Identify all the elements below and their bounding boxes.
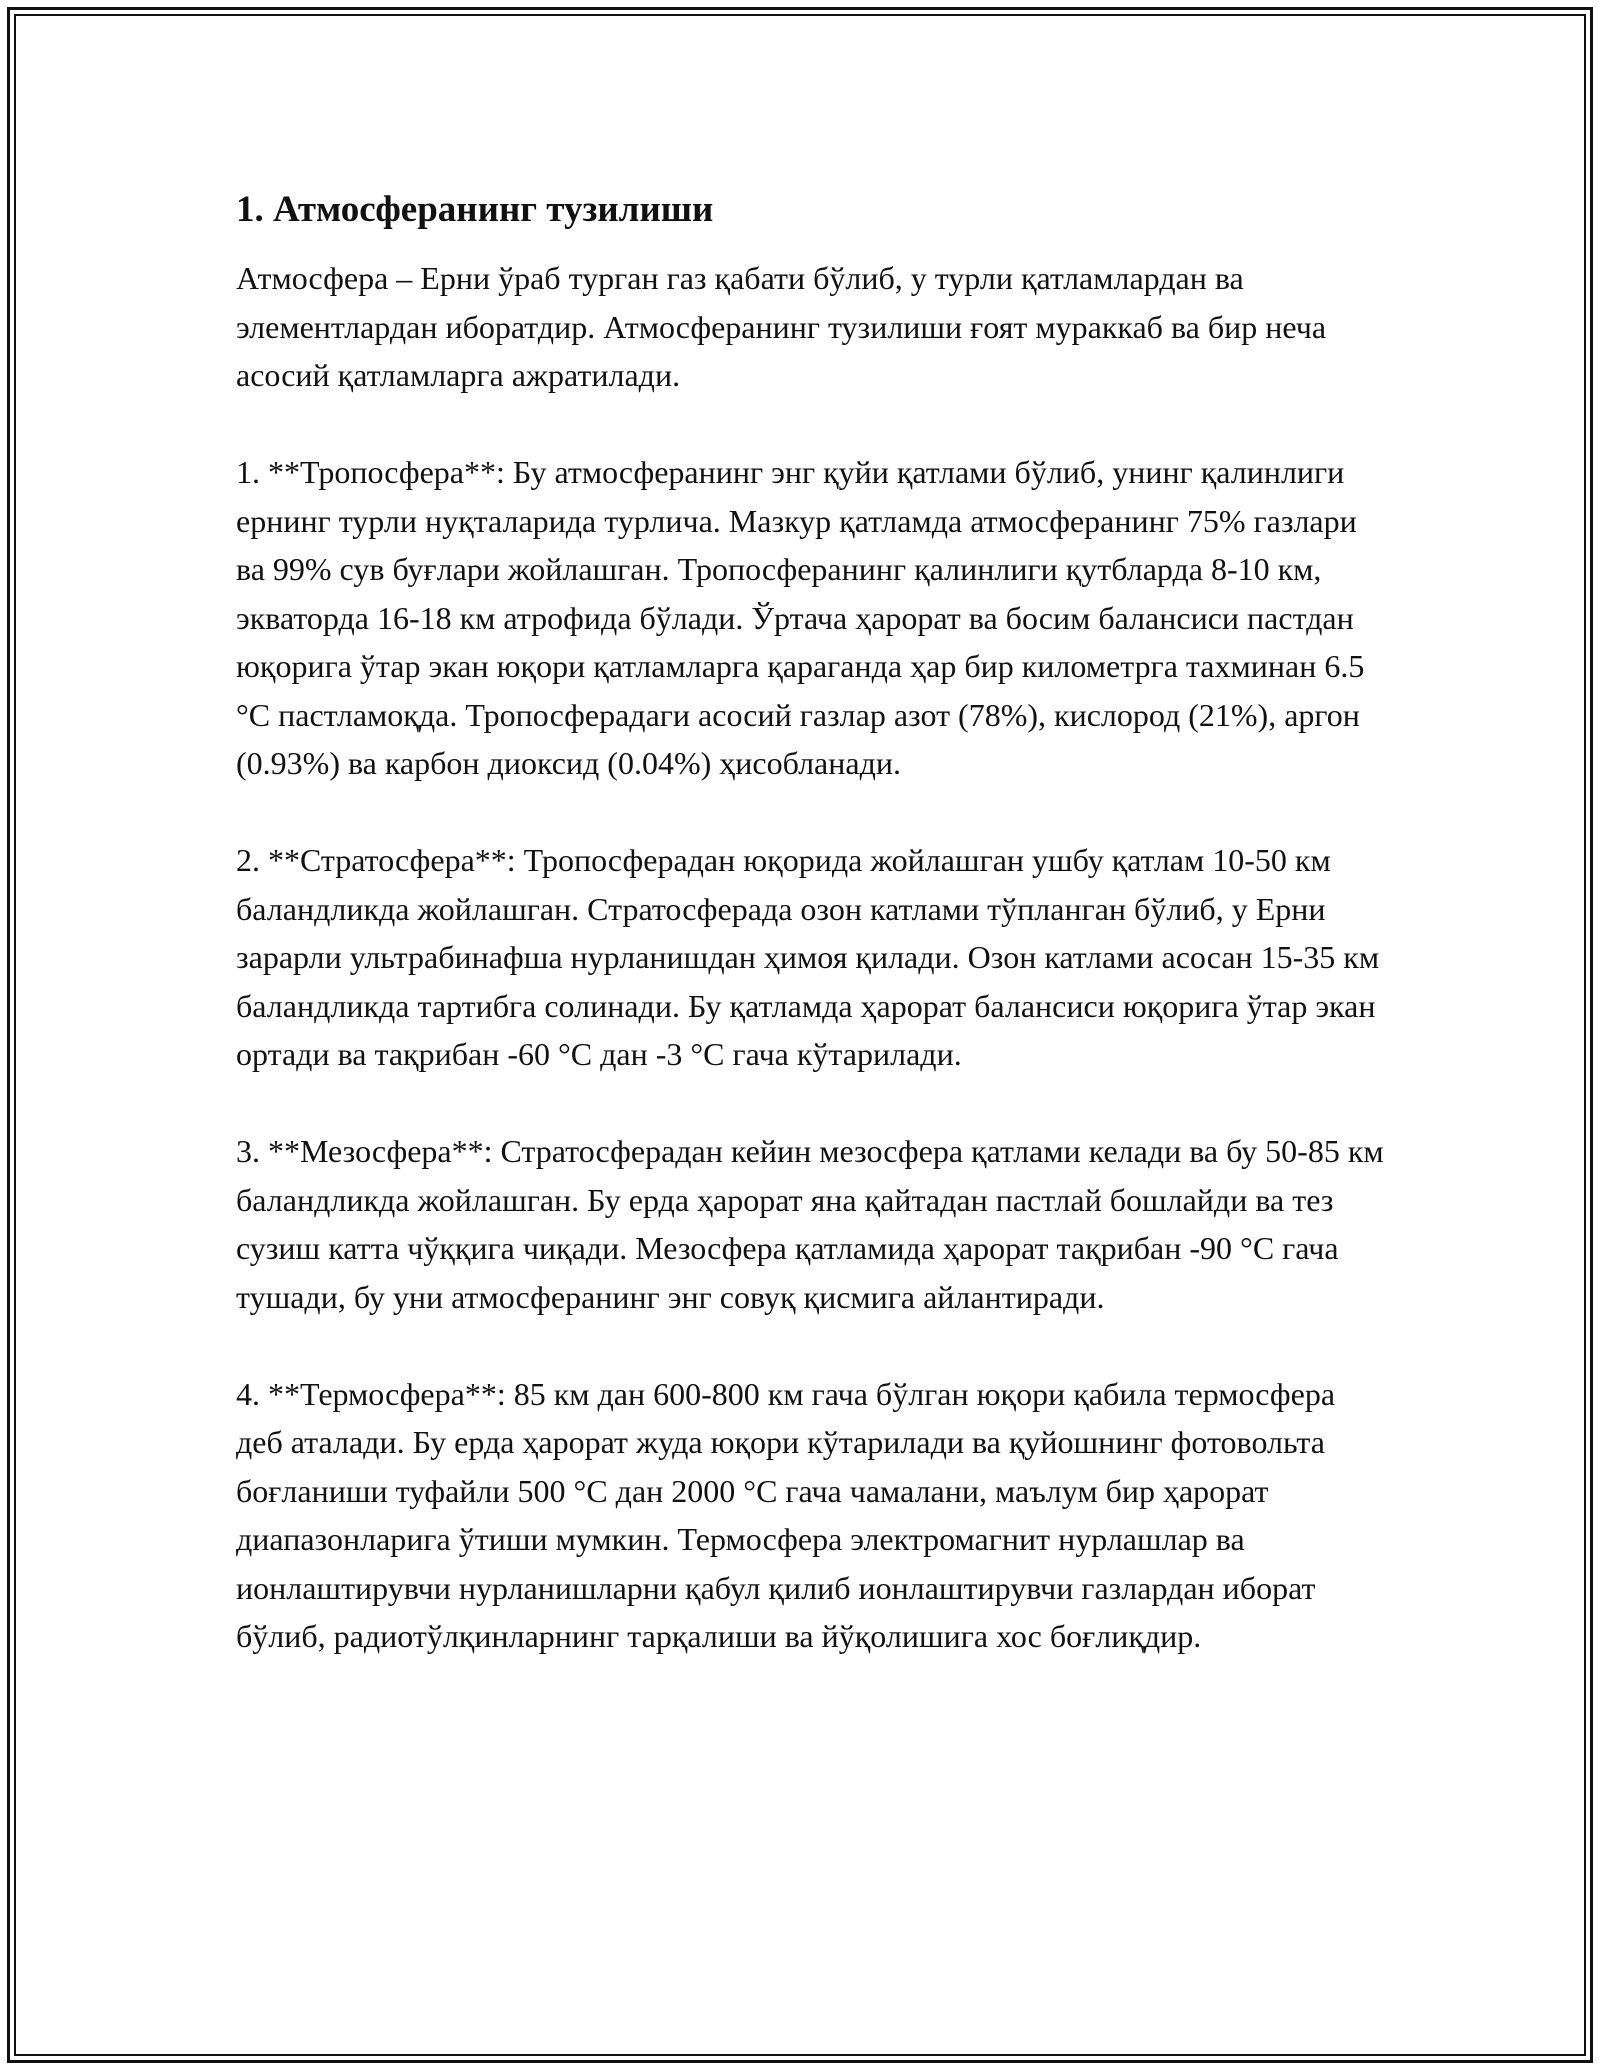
document-title: 1. Атмосферанинг тузилиши bbox=[236, 189, 714, 230]
paragraph-thermosphere: 4. **Термосфера**: 85 км дан 600-800 км гача бўлган юқори қабила термосфера деб аталади. Бу ерда ҳарорат жуда юқори кўтарилади ва қуйошнинг фотовольта боғланиши туфайли 500 °C дан 2000 °C гача чамалани, маълум бир ҳарорат диапазонларига ўтиши мумкин. Термосфера электромагнит нурлашлар ва ионлаштирувчи нурланишларни қабул қилиб ионлаштирувчи газлардан иборат бўлиб, радиотўлқинларнинг тарқалиши ва йўқолишига хос боғлиқдир. bbox=[236, 1375, 1336, 1654]
paragraph-stratosphere: 2. **Стратосфера**: Тропосферадан юқорида жойлашган ушбу қатлам 10-50 км баландликда жойлашган. Стратосферада озон катлами тўпланган бўлиб, у Ерни зарарли ультрабинафша нурланишдан ҳимоя қилади. Озон катлами асосан 15-35 км баландликда тартибга солинади. Бу қатламда ҳарорат балансиси юқорига ўтар экан ортади ва тақрибан -60 °C дан -3 °C гача кўтарилади. bbox=[236, 842, 1380, 1072]
paragraph-mesosphere: 3. **Мезосфера**: Стратосферадан кейин мезосфера қатлами келади ва бу 50-85 км баландликда жойлашган. Бу ерда ҳарорат яна қайтадан пастлай бошлайди ва тез сузиш катта чўққига чиқади. Мезосфера қатламида ҳарорат тақрибан -90 °C гача тушади, бу уни атмосферанинг энг совуқ қисмига айлантиради. bbox=[236, 1133, 1384, 1315]
document-body bbox=[236, 186, 1386, 1661]
paragraph-troposphere: 1. **Тропосфера**: Бу атмосферанинг энг қуйи қатлами бўлиб, унинг қалинлиги ернинг турли нуқталарида турлича. Мазкур қатламда атмосферанинг 75% газлари ва 99% сув буғлари жойлашган. Тропосферанинг қалинлиги қутбларда 8-10 км, экваторда 16-18 км атрофида бўлади. Ўртача ҳарорат ва босим балансиси пастдан юқорига ўтар экан юқори қатламларга қараганда ҳар бир километрга тахминан 6.5 °C пастламоқда. Тропосферадаги асосий газлар азот (78%), кислород (21%), аргон (0.93%) ва карбон диоксид (0.04%) ҳисобланади. bbox=[236, 454, 1365, 781]
paragraph-intro: Атмосфера – Ерни ўраб турган газ қабати бўлиб, у турли қатламлардан ва элементлардан иборатдир. Атмосферанинг тузилиши ғоят мураккаб ва бир неча асосий қатламларга ажратилади. bbox=[236, 260, 1327, 393]
